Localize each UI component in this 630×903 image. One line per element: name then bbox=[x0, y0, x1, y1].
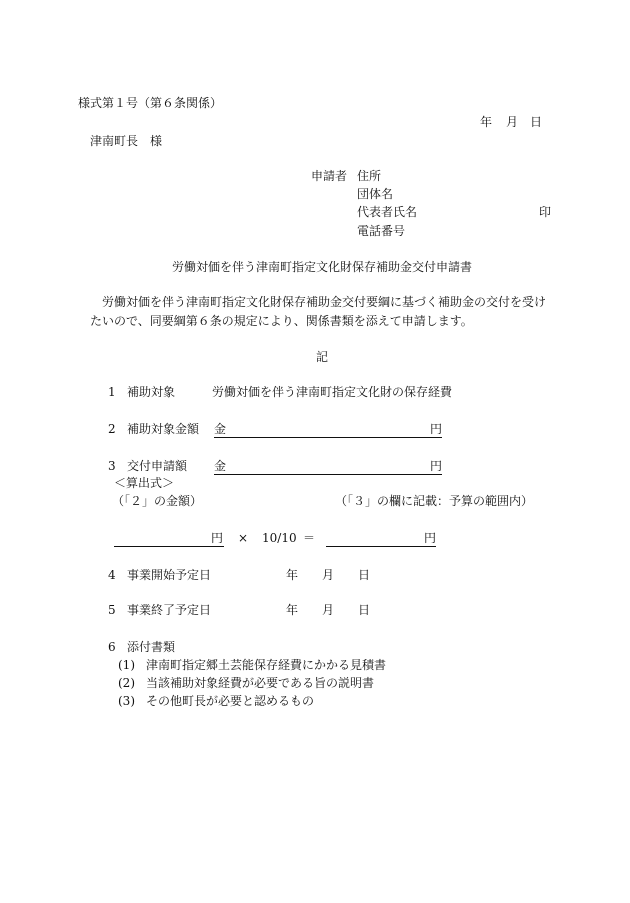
item3-yen-unit: 円 bbox=[430, 459, 443, 473]
item3-label: 交付申請額 bbox=[127, 459, 188, 473]
item3-amount-prefix: 金 bbox=[214, 459, 227, 473]
attachment-2-text: 当該補助対象経費が必要である旨の説明書 bbox=[146, 676, 375, 690]
calculation-right-underline bbox=[326, 546, 436, 547]
addressee: 津南町長 様 bbox=[90, 134, 163, 148]
date-day: 日 bbox=[530, 115, 543, 129]
calculation-right-label: （「３」の欄に記載：予算の範囲内） bbox=[335, 494, 534, 508]
applicant-heading: 申請者 bbox=[311, 169, 348, 183]
item4-label: 事業開始予定日 bbox=[127, 568, 212, 582]
document-title: 労働対価を伴う津南町指定文化財保存補助金交付申請書 bbox=[172, 260, 473, 274]
seal-mark: 印 bbox=[539, 205, 552, 219]
calculation-heading: ＜算出式＞ bbox=[114, 476, 175, 490]
item5-day: 日 bbox=[358, 603, 371, 617]
applicant-phone-label: 電話番号 bbox=[357, 224, 406, 238]
item6-label: 添付書類 bbox=[127, 640, 176, 654]
date-month: 月 bbox=[506, 115, 519, 129]
attachment-2-number: (2) bbox=[118, 676, 135, 690]
item5-label: 事業終了予定日 bbox=[127, 603, 212, 617]
item2-number: 2 bbox=[108, 422, 116, 436]
calculation-ratio: 10/10 bbox=[262, 531, 297, 545]
item5-year: 年 bbox=[286, 603, 299, 617]
item2-yen-unit: 円 bbox=[430, 422, 443, 436]
item5-number: 5 bbox=[108, 603, 116, 617]
calculation-equals-sign: ＝ bbox=[303, 531, 316, 545]
applicant-representative-label: 代表者氏名 bbox=[357, 205, 418, 219]
form-label: 様式第１号（第６条関係） bbox=[78, 96, 223, 110]
item4-year: 年 bbox=[286, 568, 299, 582]
item4-month: 月 bbox=[322, 568, 335, 582]
item4-day: 日 bbox=[358, 568, 371, 582]
item3-number: 3 bbox=[108, 459, 116, 473]
attachment-3-number: (3) bbox=[118, 694, 135, 708]
item1-value: 労働対価を伴う津南町指定文化財の保存経費 bbox=[212, 385, 453, 399]
item1-label: 補助対象 bbox=[127, 385, 176, 399]
calculation-left-underline bbox=[114, 546, 224, 547]
item2-amount-prefix: 金 bbox=[214, 422, 227, 436]
calculation-yen-2: 円 bbox=[424, 531, 437, 545]
date-year: 年 bbox=[480, 115, 493, 129]
attachment-1-text: 津南町指定郷土芸能保存経費にかかる見積書 bbox=[146, 658, 387, 672]
calculation-yen-1: 円 bbox=[211, 531, 224, 545]
item5-month: 月 bbox=[322, 603, 335, 617]
body-text-line-2: たいので、同要綱第６条の規定により、関係書類を添えて申請します。 bbox=[90, 314, 473, 328]
body-text-line-1: 労働対価を伴う津南町指定文化財保存補助金交付要綱に基づく補助金の交付を受け bbox=[102, 295, 547, 309]
record-heading: 記 bbox=[316, 350, 329, 364]
applicant-address-label: 住所 bbox=[357, 169, 382, 183]
item1-number: 1 bbox=[108, 385, 116, 399]
item4-number: 4 bbox=[108, 568, 116, 582]
item2-label: 補助対象金額 bbox=[127, 422, 200, 436]
calculation-left-label: （「２」の金額） bbox=[112, 494, 203, 508]
applicant-organization-label: 団体名 bbox=[357, 187, 394, 201]
calculation-times-sign: × bbox=[238, 531, 249, 545]
attachment-1-number: (1) bbox=[118, 658, 135, 672]
attachment-3-text: その他町長が必要と認めるもの bbox=[146, 694, 315, 708]
item6-number: 6 bbox=[108, 640, 116, 654]
item3-amount-underline bbox=[214, 474, 442, 475]
item2-amount-underline bbox=[214, 437, 442, 438]
